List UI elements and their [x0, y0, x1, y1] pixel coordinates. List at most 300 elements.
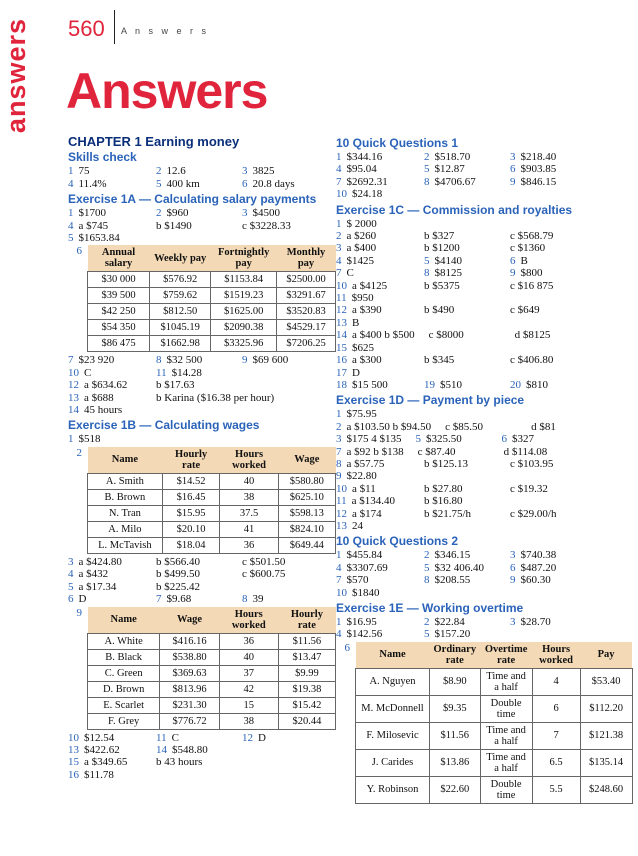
answer-row — [68, 756, 336, 768]
answer-item — [156, 354, 242, 366]
answer-row — [336, 616, 636, 628]
answer-item — [68, 178, 156, 190]
question-number: 9 — [510, 175, 516, 188]
answer-value: b $225.42 — [156, 580, 200, 593]
answer-item — [510, 280, 553, 292]
answer-value: a $4125 — [352, 279, 388, 292]
answer-item — [504, 446, 548, 458]
question-number: 10 — [336, 586, 347, 599]
section-heading: Exercise 1A — Calculating salary payments — [68, 192, 317, 207]
table-cell: $649.44 — [278, 537, 335, 553]
table-row — [88, 681, 336, 697]
answer-item — [242, 178, 295, 190]
question-number: 7 — [156, 593, 162, 606]
question-number: 4 — [336, 163, 342, 176]
question-number: 3 — [68, 555, 74, 568]
answer-value: $8125 — [434, 267, 462, 280]
answer-value: 3825 — [252, 165, 275, 178]
answer-item — [336, 342, 424, 354]
answer-row — [336, 433, 636, 445]
table-cell: 40 — [220, 473, 278, 489]
answer-value: c $8000 — [428, 329, 464, 342]
answer-value: $1700 — [78, 207, 106, 220]
question-number: 10 — [68, 731, 79, 744]
answer-rows — [68, 354, 336, 416]
answer-item — [336, 495, 424, 507]
answer-value: b $16.80 — [424, 495, 463, 508]
answer-item — [336, 292, 424, 304]
table-header: Overtime rate — [480, 642, 532, 669]
question-number: 19 — [424, 378, 435, 391]
answer-row — [336, 458, 636, 470]
answer-row — [336, 446, 636, 458]
question-number: 2 — [336, 230, 342, 243]
answer-item — [242, 568, 285, 580]
answer-value: $24.18 — [352, 188, 383, 201]
answer-item — [68, 556, 156, 568]
answer-row — [336, 176, 636, 188]
running-head: A n s w e r s — [121, 26, 210, 36]
answer-row — [336, 304, 636, 316]
table-cell: $20.44 — [278, 713, 335, 729]
table-header: Annual salary — [88, 245, 150, 272]
answer-value: $518 — [78, 433, 101, 446]
table-header: Weekly pay — [150, 245, 211, 272]
answer-item — [336, 549, 424, 561]
table-cell: 41 — [220, 521, 278, 537]
answer-rows — [336, 218, 636, 392]
answer-item — [68, 593, 156, 605]
table-cell: M. McDonnell — [356, 695, 430, 722]
answer-item — [336, 616, 424, 628]
question-number: 2 — [424, 549, 430, 562]
answer-item — [424, 549, 510, 561]
question-number: 3 — [242, 165, 248, 178]
table-cell: 42 — [219, 681, 278, 697]
table-cell: B. Black — [88, 649, 160, 665]
answer-item — [502, 433, 535, 445]
answer-item — [336, 317, 424, 329]
table-cell: $580.80 — [278, 473, 335, 489]
section-heading: Exercise 1B — Calculating wages — [68, 418, 260, 433]
table-cell: $39 500 — [88, 288, 150, 304]
table-row — [88, 665, 336, 681]
section-heading: 10 Quick Questions 1 — [336, 136, 459, 150]
salary-table — [87, 245, 336, 352]
answer-value: $95.04 — [346, 163, 377, 176]
answer-value: b $345 — [424, 354, 455, 367]
question-number: 13 — [336, 316, 347, 329]
table-cell: $1153.84 — [211, 272, 277, 288]
answer-item — [336, 379, 424, 391]
question-number: 16 — [68, 768, 79, 781]
table-row — [356, 722, 633, 749]
table-cell: $538.80 — [160, 649, 219, 665]
answer-item — [68, 207, 156, 219]
question-number: 8 — [336, 457, 342, 470]
answer-value: $ 2000 — [346, 217, 377, 230]
answer-value: $487.20 — [520, 561, 557, 574]
answer-value: $2692.31 — [346, 175, 388, 188]
answer-value: $1425 — [346, 254, 374, 267]
answer-value: $12.87 — [434, 163, 465, 176]
question-number: 1 — [68, 165, 74, 178]
answer-rows — [68, 165, 336, 190]
question-number: 12 — [336, 507, 347, 520]
answer-item — [424, 379, 510, 391]
table-cell: 5.5 — [532, 776, 580, 803]
page-title: Answers — [66, 63, 268, 119]
question-number: 2 — [424, 151, 430, 163]
answer-row — [68, 744, 336, 756]
table-row — [88, 633, 336, 649]
question-number: 11 — [336, 495, 347, 508]
answer-value: c $568.79 — [510, 230, 554, 243]
answer-item — [336, 458, 424, 470]
table-cell: A. White — [88, 633, 160, 649]
answer-row — [68, 165, 336, 177]
answer-value: $22.84 — [434, 616, 465, 628]
answer-item — [68, 379, 156, 391]
table-cell: A. Smith — [88, 473, 163, 489]
table-cell: $625.10 — [278, 489, 335, 505]
answer-row — [336, 483, 636, 495]
answer-value: $846.15 — [520, 175, 557, 188]
question-number: 8 — [424, 175, 430, 188]
question-number: 2 — [156, 207, 162, 220]
answer-item — [510, 230, 553, 242]
table-cell: $759.62 — [150, 288, 211, 304]
answer-row — [336, 520, 636, 532]
answer-row — [68, 568, 336, 580]
question-number: 3 — [510, 616, 516, 628]
table-row — [356, 695, 633, 722]
question-number: 3 — [336, 433, 342, 446]
table-cell: 40 — [219, 649, 278, 665]
answer-item — [416, 433, 502, 445]
table-header: Hourly rate — [278, 607, 335, 634]
answer-item — [242, 220, 291, 232]
answer-row — [68, 367, 336, 379]
answer-row — [68, 556, 336, 568]
answer-row — [336, 495, 636, 507]
question-number: 9 — [76, 606, 82, 619]
answer-item — [156, 568, 242, 580]
question-number: 7 — [336, 445, 342, 458]
answer-value: $422.62 — [84, 743, 120, 756]
table-cell: $369.63 — [160, 665, 219, 681]
question-number: 16 — [336, 354, 347, 367]
answer-value: c $3228.33 — [242, 219, 291, 232]
answer-value: b $490 — [424, 304, 455, 317]
answer-value: $800 — [520, 267, 543, 280]
table-row — [88, 537, 336, 553]
question-number: 5 — [415, 433, 421, 446]
table-cell: 6 — [532, 695, 580, 722]
answer-item — [68, 232, 156, 244]
table-cell: 15 — [219, 697, 278, 713]
answer-item — [242, 732, 266, 744]
answer-item — [510, 616, 551, 628]
side-tab — [1, 18, 31, 178]
question-number: 4 — [68, 568, 74, 581]
answer-item — [156, 756, 242, 768]
answer-value: $218.40 — [520, 151, 557, 163]
answer-value: $60.30 — [520, 574, 551, 587]
table-header: Name — [88, 607, 160, 634]
answer-row — [336, 280, 636, 292]
question-number: 2 — [156, 165, 162, 178]
question-number: 2 — [424, 616, 430, 628]
question-number: 3 — [510, 549, 516, 562]
answer-item — [336, 562, 424, 574]
question-number: 2 — [336, 420, 342, 433]
answer-item — [424, 280, 510, 292]
question-number: 4 — [68, 177, 74, 190]
answer-value: 24 — [352, 519, 363, 532]
answer-value: B — [352, 316, 360, 329]
question-number: 3 — [242, 207, 248, 220]
answer-value: $3307.69 — [346, 561, 388, 574]
table-cell: A. Nguyen — [356, 668, 430, 695]
question-number: 3 — [510, 151, 516, 163]
answer-value: $325.50 — [426, 433, 462, 446]
answer-item — [424, 616, 510, 628]
answer-item — [510, 255, 528, 267]
answer-value: d $81 — [531, 420, 556, 433]
table-cell: $42 250 — [88, 304, 150, 320]
answer-value: $75.95 — [346, 408, 377, 421]
question-number: 18 — [336, 378, 347, 391]
answer-item — [156, 207, 242, 219]
answer-item — [424, 176, 510, 188]
answer-item — [336, 574, 424, 586]
answer-value: 400 km — [166, 177, 200, 190]
answer-item — [336, 280, 424, 292]
table-cell: $1625.00 — [211, 304, 277, 320]
question-number: 1 — [336, 549, 342, 562]
answer-row — [68, 593, 336, 605]
answer-row — [68, 392, 336, 404]
question-number: 1 — [68, 207, 74, 220]
answer-item — [424, 483, 510, 495]
answer-value: d $114.08 — [503, 445, 548, 458]
answer-value: b $5375 — [424, 279, 460, 292]
answer-item — [242, 207, 280, 219]
answer-item — [424, 267, 510, 279]
answer-item — [336, 628, 424, 640]
answer-item — [336, 470, 424, 482]
answer-rows — [336, 151, 636, 201]
answer-value: c $85.50 — [445, 420, 484, 433]
answer-item — [510, 163, 556, 175]
answer-row — [68, 178, 336, 190]
answer-value: c $19.32 — [510, 482, 548, 495]
answer-value: c $649 — [510, 304, 540, 317]
answer-value: $1840 — [352, 586, 380, 599]
answer-item — [336, 520, 424, 532]
answer-value: $69 600 — [252, 354, 289, 367]
hourly-rate-table — [87, 607, 336, 730]
answer-rows — [336, 549, 636, 599]
answer-value: a $92 b $138 — [346, 445, 404, 458]
answer-row — [68, 769, 336, 781]
table-cell: B. Brown — [88, 489, 163, 505]
answer-row — [68, 220, 336, 232]
answer-item — [510, 574, 551, 586]
question-number: 15 — [68, 756, 79, 769]
question-number: 9 — [510, 574, 516, 587]
question-number: 1 — [336, 217, 342, 230]
table-cell: N. Tran — [88, 505, 163, 521]
question-number: 10 — [336, 279, 347, 292]
table-cell: A. Milo — [88, 521, 163, 537]
question-number: 5 — [68, 232, 74, 245]
answer-item — [424, 495, 510, 507]
answer-row — [336, 408, 636, 420]
answer-item — [336, 354, 424, 366]
question-number: 4 — [336, 561, 342, 574]
table-cell: Double time — [480, 776, 532, 803]
answer-value: a $400 — [346, 242, 377, 255]
answer-row — [68, 581, 336, 593]
table-header: Hourly rate — [162, 447, 220, 474]
question-number: 4 — [68, 219, 74, 232]
table-row — [88, 489, 336, 505]
table-cell: $20.10 — [162, 521, 220, 537]
table-cell: $19.38 — [278, 681, 335, 697]
answer-value: c $16 875 — [510, 279, 554, 292]
answer-item — [156, 367, 242, 379]
table-cell: $13.47 — [278, 649, 335, 665]
answer-value: c $501.50 — [242, 555, 286, 568]
answer-row — [336, 470, 636, 482]
answer-value: 12.6 — [166, 165, 186, 178]
answer-row — [336, 242, 636, 254]
answer-value: $157.20 — [434, 628, 471, 641]
table-header: Name — [88, 447, 163, 474]
question-number: 12 — [68, 379, 79, 392]
answer-value: $455.84 — [346, 549, 383, 562]
answer-value: a $745 — [78, 219, 109, 232]
answer-item — [336, 421, 431, 433]
answer-item — [424, 574, 510, 586]
table-cell: 38 — [220, 489, 278, 505]
table-cell: $14.52 — [162, 473, 220, 489]
table-cell: $9.99 — [278, 665, 335, 681]
answer-value: a $134.40 — [351, 495, 395, 508]
question-number: 8 — [242, 593, 248, 606]
question-number: 6 — [76, 245, 82, 258]
answer-item — [336, 255, 424, 267]
answer-value: D — [78, 593, 87, 606]
table-header: Wage — [278, 447, 335, 474]
answer-value: c $103.95 — [510, 457, 554, 470]
answer-item — [429, 329, 515, 341]
table-cell: $13.86 — [430, 749, 481, 776]
answer-value: a $260 — [346, 230, 377, 243]
answer-item — [510, 151, 556, 163]
answer-item — [510, 267, 543, 279]
question-number: 8 — [424, 267, 430, 280]
answer-item — [336, 218, 424, 230]
question-number: 12 — [336, 304, 347, 317]
table-cell: D. Brown — [88, 681, 160, 697]
answer-value: $22.80 — [346, 470, 377, 483]
table-cell: $135.14 — [580, 749, 632, 776]
answer-rows — [68, 732, 336, 782]
table-cell: Double time — [480, 695, 532, 722]
table-row — [88, 288, 336, 304]
answer-value: $510 — [440, 378, 462, 391]
answer-item — [336, 163, 424, 175]
answer-value: $4706.67 — [434, 175, 476, 188]
table-row — [88, 473, 336, 489]
answer-value: $810 — [526, 378, 548, 391]
answer-value: 45 hours — [84, 404, 123, 417]
question-number: 17 — [336, 366, 347, 379]
answer-item — [424, 628, 510, 640]
table-cell: $86 475 — [88, 336, 150, 352]
answer-value: $344.16 — [346, 151, 383, 163]
answer-value: $4140 — [434, 254, 462, 267]
answer-value: $950 — [351, 292, 374, 305]
answer-value: b $125.13 — [424, 457, 468, 470]
side-tab-label: answers — [1, 18, 31, 134]
answer-item — [68, 433, 156, 445]
question-number: 7 — [336, 574, 342, 587]
answer-value: a $11 — [352, 482, 376, 495]
answer-value: a $57.75 — [346, 457, 385, 470]
overtime-table — [355, 642, 633, 804]
answer-item — [510, 242, 545, 254]
question-number: 6 — [510, 254, 516, 267]
answer-row — [68, 732, 336, 744]
answer-value: c $406.80 — [510, 354, 554, 367]
answer-value: a $174 — [352, 507, 382, 520]
answer-item — [156, 581, 242, 593]
answer-value: $960 — [166, 207, 189, 220]
question-number: 10 — [336, 188, 347, 201]
table-cell: $11.56 — [278, 633, 335, 649]
answer-row — [336, 354, 636, 366]
answer-rows — [336, 408, 636, 532]
table-cell: $9.35 — [430, 695, 481, 722]
question-number: 8 — [156, 354, 162, 367]
question-number: 11 — [156, 366, 167, 379]
answer-value: a $300 — [352, 354, 382, 367]
answer-item — [68, 744, 156, 756]
answer-value: $142.56 — [346, 628, 383, 641]
answer-row — [336, 188, 636, 200]
section-heading: Exercise 1E — Working overtime — [336, 601, 524, 615]
table-row — [88, 713, 336, 729]
answer-value: b $1200 — [424, 242, 460, 255]
answer-rows — [68, 556, 336, 606]
answer-row — [336, 329, 636, 341]
answer-item — [418, 446, 504, 458]
answer-value: c $1360 — [510, 242, 546, 255]
answer-value: b $27.80 — [424, 482, 463, 495]
question-number: 5 — [424, 163, 430, 176]
answer-item — [424, 458, 510, 470]
table-cell: $15.42 — [278, 697, 335, 713]
answer-value: B — [520, 254, 528, 267]
table-cell: C. Green — [88, 665, 160, 681]
question-number: 10 — [68, 366, 79, 379]
question-number: 4 — [336, 628, 342, 641]
question-number: 13 — [336, 519, 347, 532]
